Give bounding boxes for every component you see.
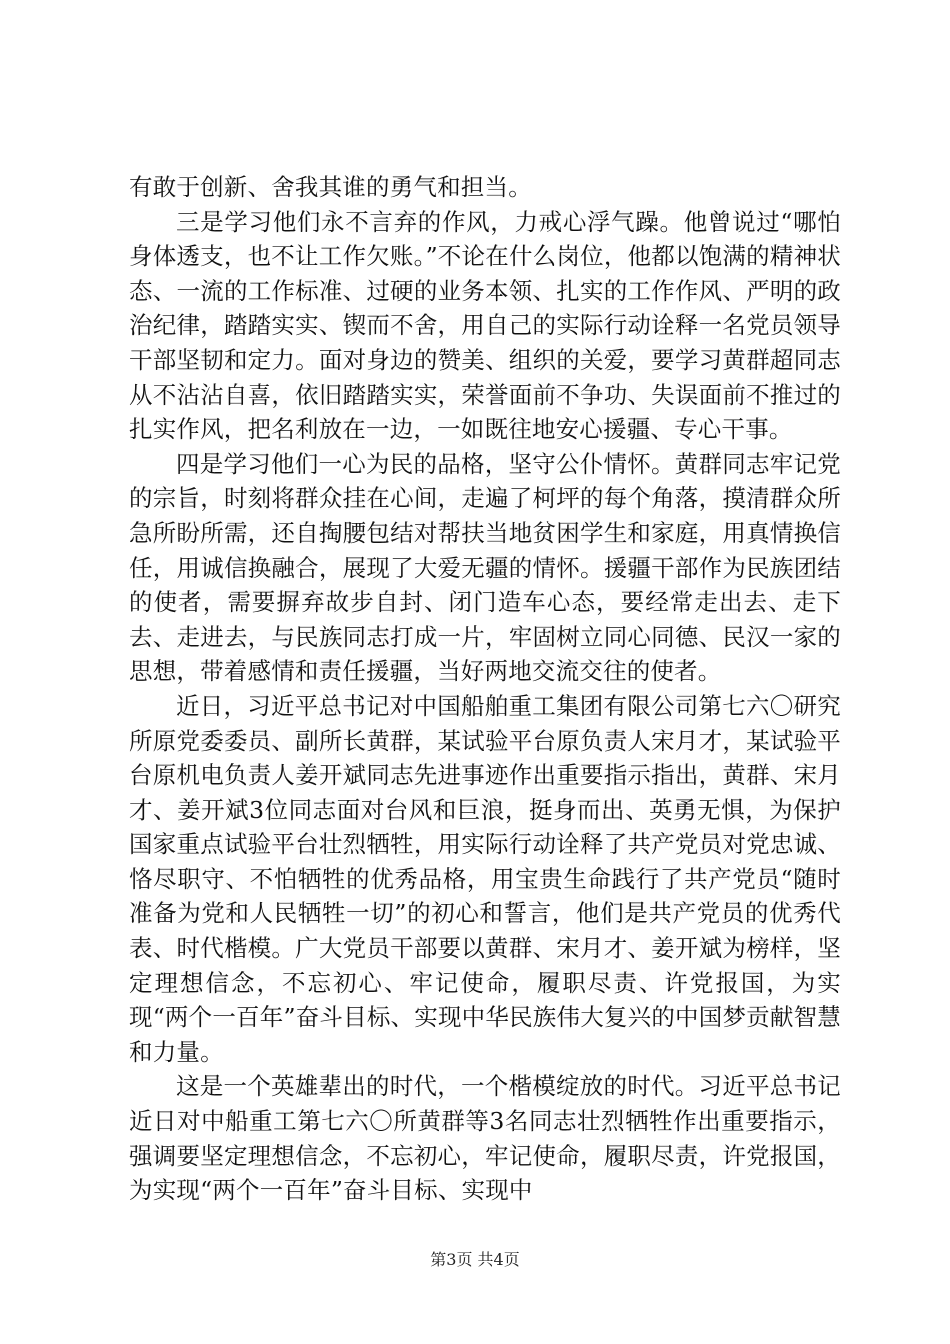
paragraph-3: 四是学习他们一心为民的品格，坚守公仆情怀。黄群同志牢记党的宗旨，时刻将群众挂在心间，走遍了柯坪的每个角落，摸清群众所急所盼所需，还自掏腰包结对帮扶当地贫困学生和家庭，用真情换信任，用诚信换融合，展现了大爱无疆的情怀。援疆干部作为民族团结的使者，需要摒弃故步自封、闭门造车心态，要经常走出去、走下去、走进去，与民族同志打成一片，牢固树立同心同德、民汉一家的思想，带着感情和责任援疆，当好两地交流交往的使者。 — [129, 449, 841, 686]
paragraph-4: 近日，习近平总书记对中国船舶重工集团有限公司第七六〇研究所原党委委员、副所长黄群，某试验平台原负责人宋月才，某试验平台原机电负责人姜开斌同志先进事迹作出重要指示指出，黄群、宋月才、姜开斌3位同志面对台风和巨浪，挺身而出、英勇无惧，为保护国家重点试验平台壮烈牺牲，用实际行动诠释了共产党员对党忠诚、恪尽职守、不怕牺牲的优秀品格，用宝贵生命践行了共产党员“随时准备为党和人民牺牲一切”的初心和誓言，他们是共产党员的优秀代表、时代楷模。广大党员干部要以黄群、宋月才、姜开斌为榜样，坚定理想信念，不忘初心、牢记使命，履职尽责、许党报国，为实现“两个一百年”奋斗目标、实现中华民族伟大复兴的中国梦贡献智慧和力量。 — [129, 691, 841, 1066]
document-body — [129, 170, 841, 1208]
page-number: 第3页 共4页 — [430, 1250, 520, 1269]
paragraph-1: 有敢于创新、舍我其谁的勇气和担当。 — [129, 173, 532, 201]
paragraph-5: 这是一个英雄辈出的时代，一个楷模绽放的时代。习近平总书记近日对中船重工第七六〇所黄群等3名同志壮烈牺牲作出重要指示，强调要坚定理想信念，不忘初心，牢记使命，履职尽责，许党报国，为实现“两个一百年”奋斗目标、实现中 — [129, 1072, 841, 1205]
page-footer — [0, 1247, 950, 1270]
paragraph-2: 三是学习他们永不言弃的作风，力戒心浮气躁。他曾说过“哪怕身体透支，也不让工作欠账。”不论在什么岗位，他都以饱满的精神状态、一流的工作标准、过硬的业务本领、扎实的工作作风、严明的政治纪律，踏踏实实、锲而不舍，用自己的实际行动诠释一名党员领导干部坚韧和定力。面对身边的赞美、组织的关爱，要学习黄群超同志从不沾沾自喜，依旧踏踏实实，荣誉面前不争功、失误面前不推过的扎实作风，把名利放在一边，一如既往地安心援疆、专心干事。 — [129, 207, 841, 444]
